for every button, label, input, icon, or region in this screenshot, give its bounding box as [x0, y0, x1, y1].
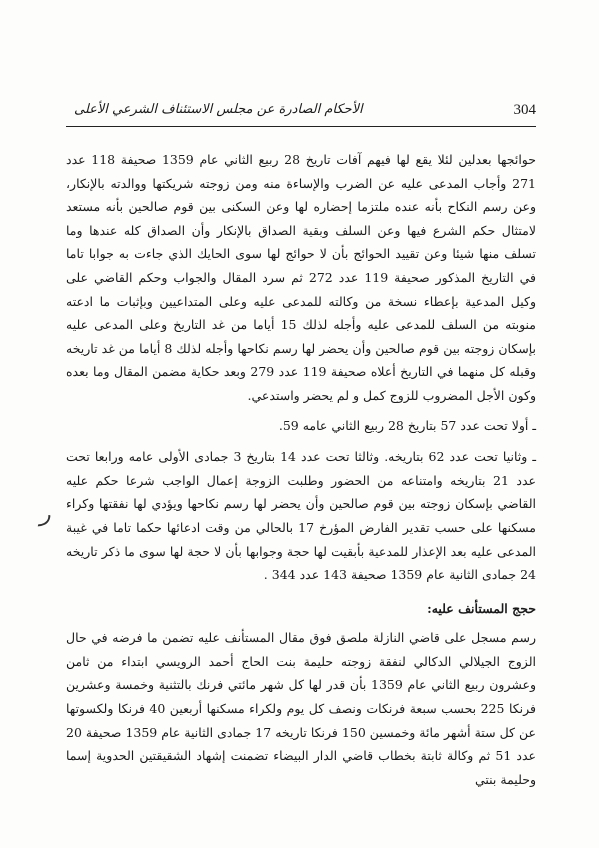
header-rule	[66, 126, 536, 127]
running-title: الأحكام الصادرة عن مجلس الاستئناف الشرعي الأعلى	[74, 102, 363, 117]
page-header	[66, 100, 536, 124]
paragraph-1: حوائجها بعدلين لئلا يقع لها فيهم آفات تاريخ 28 ربيع الثاني عام 1359 صحيفة 118 عدد 271 وأجاب المدعى عليه عن الضرب والإساءة منه ومن زوجته شريكتها ووالدته بالإنكار، وعن رسم النكاح بأنه عنده ملتزما إحضاره لها وعن السكنى بين قوم صالحين بأنه مستعد لامتثال حكم الشرع فيها وعن السلف وبقية الصداق بالإنكار وأن الصداق كله عندها وما تسلف منها شيئا وعن تقييد الحوائج بأن لا حوائج لها سوى الحايك الذي جاءت به جوابا تاما في التاريخ المذكور صحيفة 119 عدد 272 ثم سرد المقال والجواب وحكم القاضي على وكيل المدعية بإعطاء نسخة من وكالته للمدعى عليه وعلى المتداعيين وبإثبات ما ادعته منوبته من السلف للمدعى عليه وأجله لذلك 15 أياما من غد التاريخ وعلى المدعى عليه بإسكان زوجته بين قوم صالحين وأن يحضر لها رسم نكاحها وأجله لذلك 8 أياما من غد تاريخه وقبله كل منهما في التاريخ أعلاه صحيفة 119 عدد 279 وبعد حكاية مضمن المقال وما بعده وكون الأجل المضروب للزوج كمل و لم يحضر واستدعي.	[66, 152, 537, 403]
list-item-1: ـ أولا تحت عدد 57 بتاريخ 28 ربيع الثاني عامه 59.	[278, 417, 536, 433]
section-heading: حجج المستأنف عليه:	[427, 600, 536, 616]
handwritten-margin-mark: ر	[40, 502, 51, 527]
body-text	[66, 148, 536, 791]
paragraph-2: رسم مسجل على قاضي النازلة ملصق فوق مقال المستأنف عليه تضمن ما فرضه في حال الزوج الجيلالي الدكالي لنفقة زوجته حليمة بنت الحاج أحمد الرويسي ابتداء من ثامن وعشرون ربيع الثاني عام 1359 بأن قدر لها كل شهر مائتي فرنك بالتثنية وخمسة وعشرين فرنكا 225 بحسب سبعة فرنكات ونصف كل يوم ولكراء مسكنها أربعين 40 فرنكا ولكسوتها عن كل ستة أشهر مائة وخمسين 150 فرنكا تاريخه 17 جمادى الثانية عام 1359 صحيفة 20 عدد 51 ثم وكالة ثابتة بخطاب قاضي الدار البيضاء تضمنت إشهاد الشقيقتين الحدوية إسما وحليمة بنتي	[66, 630, 537, 787]
page-number: 304	[513, 102, 536, 118]
list-item-2: ـ وثانيا تحت عدد 62 بتاريخه. وثالثا تحت عدد 14 بتاريخ 3 جمادى الأولى عامه ورابعا تحت عدد 21 بتاريخه وامتناعه من الحضور وطلبت الزوجة إعمال الواجب شرعا حكم عليه القاضي بإسكان زوجته بين قوم صالحين وأن يحضر لها رسم نكاحها ويؤدي لها نفقتها وكراء مسكنها على حسب تقدير الفارض المؤرخ 17 بالحالي من وقت ادعائها حكما تاما في غيبة المدعى عليه بعد الإعذار للمدعية بأبقيت لها حجة وجوابها بأن لا حجة لها سوى ما ذكر تاريخه 24 جمادى الثانية عام 1359 صحيفة 143 عدد 344 .	[66, 449, 536, 583]
